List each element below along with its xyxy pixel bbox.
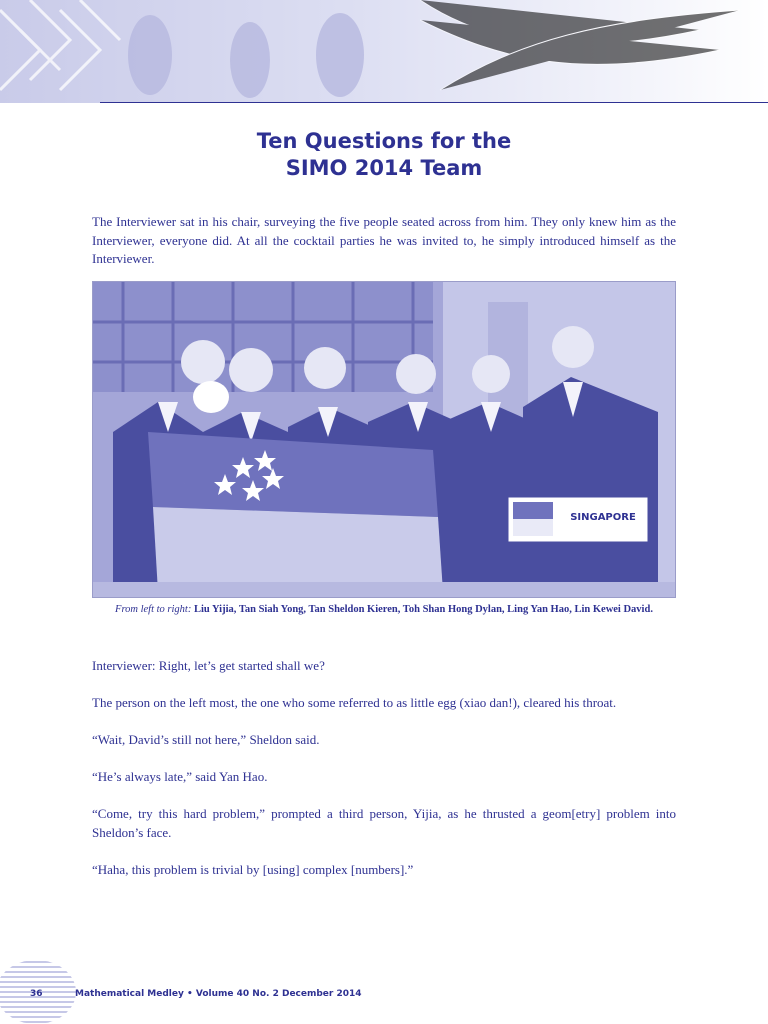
photo-caption <box>92 603 676 617</box>
team-photo <box>92 281 676 598</box>
header-banner <box>0 0 768 103</box>
header-rule <box>100 102 768 103</box>
dialogue-paragraph: Interviewer: Right, let’s get started shall we? <box>92 658 325 673</box>
title-line-1: Ten Questions for the <box>256 129 512 153</box>
caption-lead: From left to right: <box>115 604 192 615</box>
dialogue-paragraph: “Wait, David’s still not here,” Sheldon said. <box>92 732 320 747</box>
title-line-2: SIMO 2014 Team <box>285 156 483 180</box>
dialogue-paragraph: “Come, try this hard problem,” prompted a third person, Yijia, as he thrusted a geom[etry] problem into Sheldon’s face. <box>92 806 676 840</box>
dialogue-paragraph: The person on the left most, the one who some referred to as little egg (xiao dan!), cleared his throat. <box>92 695 617 710</box>
caption-names: Liu Yijia, Tan Siah Yong, Tan Sheldon Kieren, Toh Shan Hong Dylan, Ling Yan Hao, Lin Kewei David. <box>193 604 653 615</box>
team-photo-illustration <box>93 282 676 598</box>
banner-pattern-graphic <box>0 0 768 103</box>
article-title <box>0 128 768 182</box>
page-number: 36 <box>30 989 43 999</box>
country-sign <box>508 497 648 542</box>
intro-paragraph: The Interviewer sat in his chair, surveying the five people seated across from him. They only knew him as the Interviewer, everyone did. At all the cocktail parties he was invited to, he simply introduced himself as the Interviewer. <box>92 214 676 266</box>
dialogue-paragraph: “Haha, this problem is trivial by [using] complex [numbers].” <box>92 861 414 877</box>
singapore-flag <box>148 432 443 592</box>
journal-footer: Mathematical Medley • Volume 40 No. 2 December 2014 <box>75 989 362 999</box>
sign-label: SINGAPORE <box>570 512 636 523</box>
dialogue-paragraph: “He’s always late,” said Yan Hao. <box>92 769 268 784</box>
interview-dialogue <box>92 657 676 898</box>
